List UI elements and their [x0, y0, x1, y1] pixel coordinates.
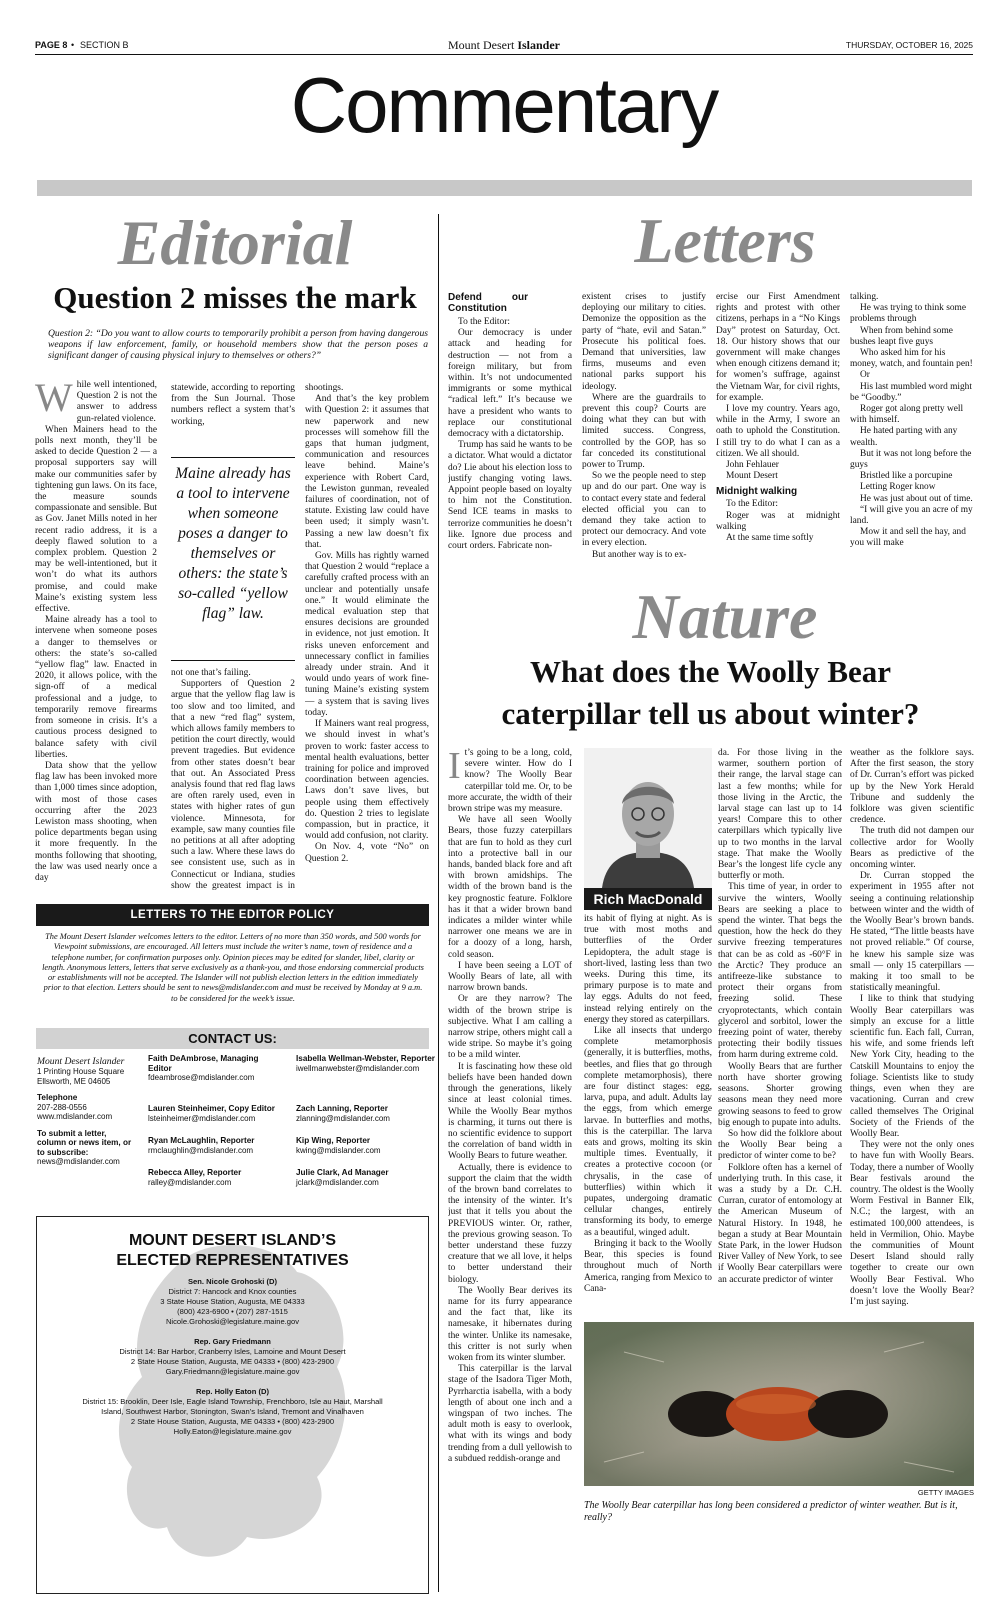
contact-banner: CONTACT US:: [36, 1028, 429, 1049]
contact-email-link[interactable]: rmclaughlin@mdislander.com: [148, 1145, 254, 1155]
nature-headline-2: caterpillar tell us about winter?: [501, 696, 920, 731]
rep-name: Sen. Nicole Grohoski (D): [187, 1277, 278, 1286]
letters-kicker: Letters: [634, 205, 816, 276]
rep-email-link[interactable]: Nicole.Grohoski@legislature.maine.gov: [165, 1317, 300, 1326]
reps-title-2: ELECTED REPRESENTATIVES: [116, 1252, 349, 1269]
column-divider: [438, 214, 439, 1592]
pullquote-rule-bottom: [171, 660, 295, 661]
nature-column-4: weather as the folklore says. After the first season, the story of Dr. Curran’s effort was picked up by the New York Herald Tribune and suddenly the folklore was given scientific credence. The truth did not dampen our collective ardor for Woolly Bears as predictive of the oncoming winter. Dr. Curran stopped the experiment in 1955 after not seeing a continuing relationship between winter and the width of the Woolly Bear’s brown bands. He stated, “The little beasts have not proved reliable.” Of course, he knew his sample size was small — only 15 caterpillars — making it too small to be statistically meaningful. I like to think that studying Woolly Bear caterpillars was simply an excuse for a little scientific fun. Each fall, Curran, his wife, and some friends left New York City, heading to the Catskill Mountains to enjoy the foliage. Scientists like to study things, even when they are vacationing. Curran and crew called themselves The Original Society of the Friends of the Woolly Bear. They were not the only ones to have fun with Woolly Bears. Today, there a number of Woolly Bear festivals around the country. The oldest is the Woolly Worm Festival in Banner Elk, N.C.; the largest, with an estimated 100,000 attendees, is held in Vermilion, Ohio. Maybe the communities of Mount Desert Island should rally together to create our own Woolly Bear Festival. Who doesn’t love the Woolly Bear? I’m just saying.: [850, 748, 974, 1307]
rep-block-2: Rep. Holly Eaton (D) District 15: Brooklin, Deer Isle, Eagle Island Township, Frenchboro, Isle au Haut, Marshall Island, Southwest Harbor, Stonington, Swan’s Island, Tremont and Vinalhaven 2 State House Station, Augusta, ME 04333 • (800) 423-2900 Holly.Eaton@legislature.maine.gov: [37, 1387, 428, 1437]
reps-title-1: MOUNT DESERT ISLAND’S: [128, 1232, 337, 1249]
drop-cap: I: [448, 748, 461, 787]
contact-tel: 207-288-0556: [37, 1102, 87, 1112]
caterpillar-photo: [584, 1322, 974, 1486]
bullet-separator: •: [71, 40, 75, 50]
nature-column-1: I t’s going to be a long, cold, severe winter. How do I know? The Woolly Bear caterpillar told me. Or, to be more accurate, the width of their brown stripe was my measure. We have all seen Woolly Bears, those fuzzy caterpillars that are fun to hold as they curl into a protective ball in our hands, banded black fore and aft with brown amidships. The width of the brown band is the key prognostic feature. Folklore has it that a wider brown band indicates a milder winter while narrower one means we are in for a doozy of a long, harsh, cold season. I have been seeing a LOT of Woolly Bears of late, all with narrow brown bands. Or are they narrow? The width of the brown stripe is subjective. What I am calling a narrow stripe, others might call a wide stripe. So maybe it’s going to be a mild winter. It is fascinating how these old beliefs have been handed down through the generations, likely since at least colonial times. While the Woolly Bear mythos is charming, it turns out there is no scientific evidence to support the correlation of band width in Woolly Bears to future weather. Actually, there is evidence to support the claim that the width of the brown band correlates to the intensity of the winter. It’s just that it tells you about the PREVIOUS winter. Or, rather, the previous growing season. To better understand these fuzzy creature that we all love, it helps to better understand their biology. The Woolly Bear derives its name for its furry appearance and the fact that, like its namesake, it hibernates during the winter. Unlike its namesake, this critter is not surly when woken from its winter slumber. This caterpillar is the larval stage of the Isadora Tiger Moth, Pyrrharctia isabella, with a body length of about one inch and a wingspan of two inches. The adult moth is easy to overlook, what with its wings and body trending from a dull yellowish to a subdued reddish-orange and: [448, 748, 572, 1464]
contact-address1: 1 Printing House Square: [37, 1067, 125, 1076]
contact-address2: Ellsworth, ME 04605: [37, 1076, 111, 1086]
letters-column-4: talking. He was trying to think some problems through When from behind some bushes leapt five guys Who asked him for his money, watch, and fountain pen! Or His last mumbled word might be “Goodby.” Roger got along pretty well with himself. He hated parting with any wealth. But it was not long before the guys Bristled like a porcupine Letting Roger know He was just about out of time. “I will give you an acre of my land. Mow it and sell the hay, and you will make: [850, 292, 973, 549]
gray-band: [37, 180, 972, 196]
author-name: Rich MacDonald: [584, 888, 712, 910]
representatives-box: [36, 1216, 429, 1594]
contact-email-link[interactable]: ralley@mdislander.com: [148, 1177, 232, 1187]
letters-column-2: existent crises to justify deploying our military to cities. Demonize the opposition as the party of “hate, evil and Satan.” Prosecute his political foes. Demand that universities, law firms, museums and even national parks support his ideology. Where are the guardrails to prevent this coup? Courts are doing what they can but with limited success. Congress, controlled by the GOP, has so far conceded its constitutional power to Trump. So we the people need to step up and do our part. One way is to contact every state and federal elected official you can to demand they take action to protect our democracy. And vote in every election. But another way is to ex-: [582, 292, 706, 560]
paper-name: Mount Desert Islander: [447, 38, 560, 52]
nature-headline-1: What does the Woolly Bear: [529, 654, 892, 689]
section-title: Commentary: [290, 61, 718, 149]
letter-headline-1: Defend our Constitution: [448, 292, 528, 314]
letter-headline-2: Midnight walking: [716, 486, 798, 498]
editorial-deck: Question 2: “Do you want to allow courts to temporarily prohibit a person from having dangerous weapons if law enforcement, family, or household members show that the person poses a significant danger of causing physical injury to themselves or others?”: [48, 328, 428, 361]
rep-name: Rep. Gary Friedmann: [194, 1337, 271, 1346]
pullquote-rule-top: [171, 457, 295, 458]
contact-email-link[interactable]: kwing@mdislander.com: [296, 1145, 381, 1155]
photo-caption: The Woolly Bear caterpillar has long been considered a predictor of winter weather. But is it, really?: [584, 1500, 958, 1523]
masthead: [35, 38, 973, 54]
editorial-column-2b: not one that’s failing. Supporters of Question 2 argue that the yellow flag law is too slow and too limited, and that a new “red flag” system, which allows family members to petition the court directly, would prevent tragedies. But evidence from other states doesn’t bear that out. An Associated Press analysis found that red flag laws are often rarely used, even in states with higher rates of gun violence. Minnesota, for example, saw many counties file no petitions at all after adopting such a law. Where these laws do see consistent use, such as in Connecticut or Indiana, studies show the greatest impact is in: [171, 668, 295, 890]
contact-person-1: Isabella Wellman-Webster, Reporter iwellmanwebster@mdislander.com: [296, 1054, 435, 1073]
letters-column-3: ercise our First Amendment rights and protest with other citizens, perhaps in a “No Kings Day” protest on Saturday, Oct. 18. Our history shows that our government will make changes when enough citizens demand it; for women’s suffrage, against the Vietnam War, for civil rights, for example. I love my country. Years ago, while in the Army, I swore an oath to uphold the Constitution. I still try to do what I can as a citizen. We all should. John Fehlauer Mount Desert Midnight walking To the Editor: Roger was at midnight walking At the same time softly: [716, 292, 840, 544]
editorial-column-2a: statewide, according to reporting from the Sun Journal. Those numbers reflect a system that’s working,: [171, 383, 295, 427]
page-number: PAGE 8: [35, 40, 68, 50]
pull-quote: Maine already has a tool to intervene when someone poses a danger to themselves or others: the state’s so-called “yellow flag” law.: [175, 465, 291, 622]
contact-email-link[interactable]: fdeambrose@mdislander.com: [148, 1073, 255, 1082]
contact-person-2: Lauren Steinheimer, Copy Editor lsteinheimer@mdislander.com: [148, 1104, 288, 1123]
nature-column-2: its habit of flying at night. As is true with most moths and butterflies of the Order Lepidoptera, the adult stage is short-lived, lasting less than two weeks. During this time, its primary purpose is to mate and lay eggs. Adults do not feed, instead relying entirely on the energy they stored as caterpillars. Like all insects that undergo complete metamorphosis (generally, it is butterflies, moths, beetles, and flies that go through complete metamorphosis), there are four distinct stages: egg, larva, pupa, and adult. Adults lay the eggs, from which emerge larvae. In butterflies and moths, this is the caterpillar. The larva eats and grows, molting its skin multiple times. Eventually, it creates a protective cocoon (or chrysalis, in the case of butterflies) within which it pupates, undergoing dramatic cellular changes, entirely transforming its body, to emerge as a beautiful, winged adult. Bringing it back to the Woolly Bear, this species is found throughout much of North America, ranging from Mexico to Cana-: [584, 914, 712, 1294]
policy-text: The Mount Desert Islander welcomes letters to the editor. Letters of no more than 350 words, and 500 words for Viewpoint submissions, are encouraged. All letters must include the writer’s name, town of residence and a telephone number, for confirmation purposes only. Opinion pieces may be edited for slander, libel, clarity or length. Anonymous letters, letters that serve exclusively as a thank-you, and those endorsing commercial products or establishments will not be accepted. The Islander will not publish election letters in the edition immediately prior to that election. Letters should be sent to news@mdislander.com and must be received by Monday at 9 a.m. to be considered for the week’s issue.: [42, 932, 424, 1003]
editorial-column-3: shootings. And that’s the key problem with Question 2: it assumes that new paperwork and new processes will somehow fill the gaps that human judgment, communication and resources leave behind. Maine’s experience with Robert Card, the Lewiston gunman, revealed failures of coordination, not of statute. Existing law could have been used; it simply wasn’t. Passing a new law doesn’t fix that. Gov. Mills has rightly warned that Question 2 would “replace a carefully crafted process with an unclear and potentially unsafe one.” It would eliminate the medical evaluation step that ensures decisions are grounded in evidence, not just emotion. It risks uneven enforcement and unnecessary conflict in families already under strain. And it would undo years of work fine-tuning Maine’s existing system — a system that is saving lives today. If Mainers want real progress, we should invest in what’s proven to work: faster access to mental health evaluations, better training for police and improved coordination between agencies. Laws don’t save lives, but people using them effectively do. Question 2 tries to legislate compassion, but in practice, it would add confusion, not clarity. On Nov. 4, vote “No” on Question 2.: [305, 383, 429, 864]
drop-cap: W: [35, 380, 73, 420]
contact-submit-email[interactable]: news@mdislander.com: [37, 1157, 120, 1166]
contact-email-link[interactable]: zlanning@mdislander.com: [296, 1113, 390, 1123]
caterpillar: [668, 1387, 888, 1441]
contact-paper: Mount Desert Islander: [37, 1056, 125, 1067]
rep-block-1: Rep. Gary Friedmann District 14: Bar Harbor, Cranberry Isles, Lamoine and Mount Desert 2 State House Station, Augusta, ME 04333 • (800) 423-2900 Gary.Friedmann@legislature.maine.gov: [37, 1337, 428, 1377]
contact-email-link[interactable]: iwellmanwebster@mdislander.com: [296, 1063, 420, 1073]
contact-person-7: Julie Clark, Ad Manager jclark@mdislander.com: [296, 1168, 436, 1187]
nature-column-3: da. For those living in the warmer, southern portion of their range, the larval stage can last a few months; while for those living in the Arctic, the larval stage can last up to 14 years! Compare this to other caterpillars which typically live up to two months in the larval stage. That make the Woolly Bear’s the longest life cycle any butterfly or moth. This time of year, in order to survive the winters, Woolly Bears are seeking a place to spend the winter. That begs the question, how the heck do they survive freezing temperatures that can be as cold as -60°F in the Arctic? They produce an antifreeze-like substance to protect their organs from freezing solid. These cryoprotectants, which contain glycerol and sorbitol, lower the freezing point of water, thereby protecting their bodily tissues from harm during extreme cold. Woolly Bears that are further north have shorter growing seasons. Shorter growing seasons mean they need more growing seasons to feed to grow big enough to pupate into adults. So how did the folklore about the Woolly Bear being a predictor of winter come to be? Folklore often has a kernel of underlying truth. In this case, it was a study by a Dr. C.H. Curran, curator of entomology at the American Museum of Natural History. In 1948, he began a study at Bear Mountain State Park, in the lower Hudson River Valley of New York, to see if Woolly Bear caterpillars were an accurate predictor of winter: [718, 748, 842, 1285]
author-portrait: [584, 748, 712, 888]
photo-credit: GETTY IMAGES: [917, 1488, 974, 1497]
rep-email-link[interactable]: Holly.Eaton@legislature.maine.gov: [173, 1427, 292, 1436]
contact-person-0: Faith DeAmbrose, Managing Editor fdeambrose@mdislander.com: [148, 1054, 278, 1083]
contact-email-link[interactable]: lsteinheimer@mdislander.com: [148, 1113, 256, 1123]
contact-person-6: Rebecca Alley, Reporter ralley@mdislander.com: [148, 1168, 288, 1187]
contact-person-5: Kip Wing, Reporter kwing@mdislander.com: [296, 1136, 436, 1155]
letters-column-1: Defend our Constitution To the Editor: Our democracy is under attack and heading for destruction — not from a foreign military, but from within. It’s not undocumented immigrants or some mythical “radical left.” It’s because we have a president who wants to replace our constitutional democracy with a dictatorship. Trump has said he wants to be a dictator. What would a dictator do? Lie about his election loss to justify changing voting laws. Appoint people based on loyalty to him not the Constitution. Send ICE teams in masks to terrorize communities he doesn’t like. Ignore due process and court orders. Fabricate non-: [448, 292, 572, 552]
nature-kicker: Nature: [632, 581, 818, 652]
contact-email-link[interactable]: jclark@mdislander.com: [296, 1177, 379, 1187]
contact-left: [37, 1056, 137, 1167]
rep-name: Rep. Holly Eaton (D): [196, 1387, 269, 1396]
editorial-kicker: Editorial: [117, 207, 353, 278]
policy-banner: LETTERS TO THE EDITOR POLICY: [36, 904, 429, 926]
contact-submit-label: To submit a letter, column or news item, or to subscribe:: [37, 1128, 132, 1157]
editorial-column-1: W hile well intentioned, Question 2 is not the answer to address gun-related violence. When Mainers head to the polls next month, they’ll be asked to decide Question 2 — a proposal supporters say will make our communities safer by tightening gun laws. On its face, the measure sounds compassionate and sensible. But as Gov. Janet Mills noted in her recent radio address, it is a deeply flawed solution to a complex problem. Question 2 may be well-intentioned, but it won’t do what its authors promise, and could make Maine’s existing system less effective. Maine already has a tool to intervene when someone poses a danger to themselves or others: the state’s so-called “yellow flag” law. Enacted in 2020, it allows police, with the sign-off of a medical professional and a judge, to temporarily remove firearms from someone in crisis. It’s a cautious process designed to balance safety with civil liberties. Data show that the yellow flag law has been invoked more than 1,000 times since adoption, with most of those cases occurring after the 2023 Lewiston mass shooting, when police departments began using it more frequently. In the months following that shooting, the law was used nearly once a day: [35, 380, 157, 883]
signature-name: John Fehlauer: [726, 460, 779, 471]
contact-tel-label: Telephone: [37, 1093, 78, 1102]
woolly-bear-image: [584, 1322, 974, 1486]
contact-person-3: Zach Lanning, Reporter zlanning@mdislander.com: [296, 1104, 436, 1123]
author-photo: [584, 748, 712, 888]
issue-date: THURSDAY, OCTOBER 16, 2025: [845, 40, 973, 50]
signature-town: Mount Desert: [726, 471, 778, 482]
masthead-rule: [35, 54, 973, 55]
section-label: SECTION B: [80, 40, 129, 50]
editorial-headline: Question 2 misses the mark: [53, 280, 417, 315]
contact-person-4: Ryan McLaughlin, Reporter rmclaughlin@mdislander.com: [148, 1136, 288, 1155]
contact-web-link[interactable]: www.mdislander.com: [37, 1112, 113, 1121]
rep-block-0: Sen. Nicole Grohoski (D) District 7: Hancock and Knox counties 3 State House Station, Augusta, ME 04333 (800) 423-6900 • (207) 287-1515 Nicole.Grohoski@legislature.maine.gov: [37, 1277, 428, 1327]
rep-email-link[interactable]: Gary.Friedmann@legislature.maine.gov: [165, 1367, 300, 1376]
